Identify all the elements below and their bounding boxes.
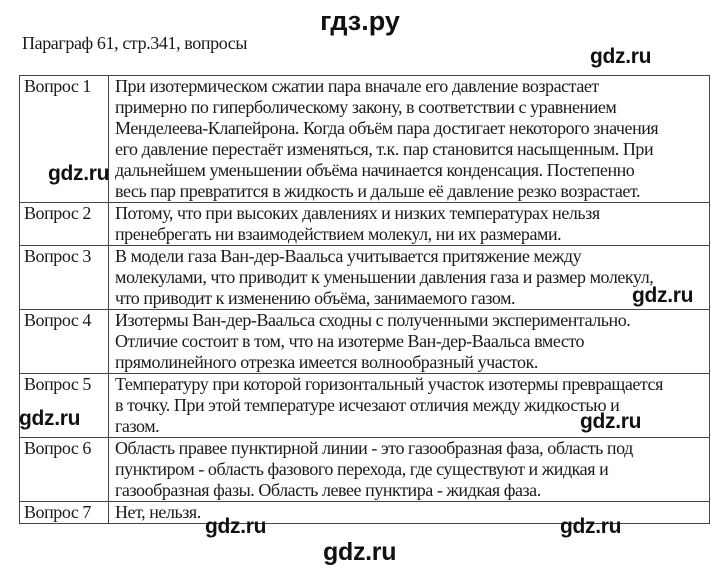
question-label: Вопрос 7 — [20, 502, 109, 524]
page-heading: Параграф 61, стр.341, вопросы — [22, 33, 248, 53]
answer-line: что приводит к изменению объёма, занимаемого газом. — [115, 288, 516, 308]
answer-cell — [109, 203, 710, 246]
table-row — [20, 438, 710, 502]
answer-line: пунктиром - область фазового перехода, где существуют и жидкая и — [115, 459, 609, 479]
answer-line: Температуру при которой горизонтальный участок изотермы превращается — [115, 374, 663, 394]
answer-line: газообразная фазы. Область левее пунктира - жидкая фаза. — [115, 480, 541, 500]
question-label: Вопрос 2 — [20, 203, 109, 246]
table-row — [20, 203, 710, 246]
answer-line: Область правее пунктирной линии - это газообразная фаза, область под — [115, 438, 633, 458]
answer-line: В модели газа Ван-дер-Ваальса учитывается притяжение между — [115, 246, 582, 266]
watermark: gdz.ru — [580, 410, 642, 433]
answer-line: Нет, нельзя. — [115, 502, 201, 522]
answers-table — [19, 75, 710, 524]
table-row — [20, 76, 710, 203]
answer-cell — [109, 310, 710, 374]
answer-line: Изотермы Ван-дер-Ваальса сходны с полученными экспериментально. — [115, 310, 631, 330]
question-label: Вопрос 6 — [20, 438, 109, 502]
watermark: gdz.ru — [205, 515, 267, 538]
answer-line: весь пар превратится в жидкость и дальше её давление резко возрастает. — [115, 181, 641, 201]
answer-line: пренебрегать ни взаимодействием молекул, ни их размерами. — [115, 224, 562, 244]
answer-cell — [109, 246, 710, 310]
question-label: Вопрос 4 — [20, 310, 109, 374]
watermark: gdz.ru — [48, 162, 110, 185]
watermark: gdz.ru — [19, 407, 81, 430]
question-label: Вопрос 5 — [20, 374, 109, 438]
watermark: gdz.ru — [590, 45, 652, 68]
watermark: gdz.ru — [560, 515, 622, 538]
answer-line: Отличие состоит в том, что на изотерме Ван-дер-Ваальса вместо — [115, 331, 585, 351]
table-row — [20, 246, 710, 310]
question-label: Вопрос 1 — [20, 76, 109, 203]
watermark: gdz.ru — [632, 284, 694, 307]
answer-line: дальнейшем уменьшении объёма начинается конденсация. Постепенно — [115, 160, 635, 180]
answer-line: в точку. При этой температуре исчезают отличия между жидкостью и — [115, 395, 620, 415]
answer-cell — [109, 76, 710, 203]
answer-line: Потому, что при высоких давлениях и низких температурах нельзя — [115, 203, 600, 223]
watermark: gdz.ru — [323, 538, 397, 566]
question-label: Вопрос 3 — [20, 246, 109, 310]
site-title: гдз.ру — [320, 6, 400, 36]
answer-line: При изотермическом сжатии пара вначале его давление возрастает — [115, 76, 599, 96]
answer-cell — [109, 438, 710, 502]
answer-line: Менделеева-Клапейрона. Когда объём пара достигает некоторого значения — [115, 118, 659, 138]
answer-line: прямолинейного отрезка имеется волнообразный участок. — [115, 352, 538, 372]
table-row — [20, 310, 710, 374]
answer-line: газом. — [115, 416, 160, 436]
answer-line: примерно по гиперболическому закону, в соответствии с уравнением — [115, 97, 617, 117]
answer-line: молекулами, что приводит к уменьшении давления газа и размер молекул, — [115, 267, 654, 287]
answer-line: его давление перестаёт изменяться, т.к. пар становится насыщенным. При — [115, 139, 654, 159]
